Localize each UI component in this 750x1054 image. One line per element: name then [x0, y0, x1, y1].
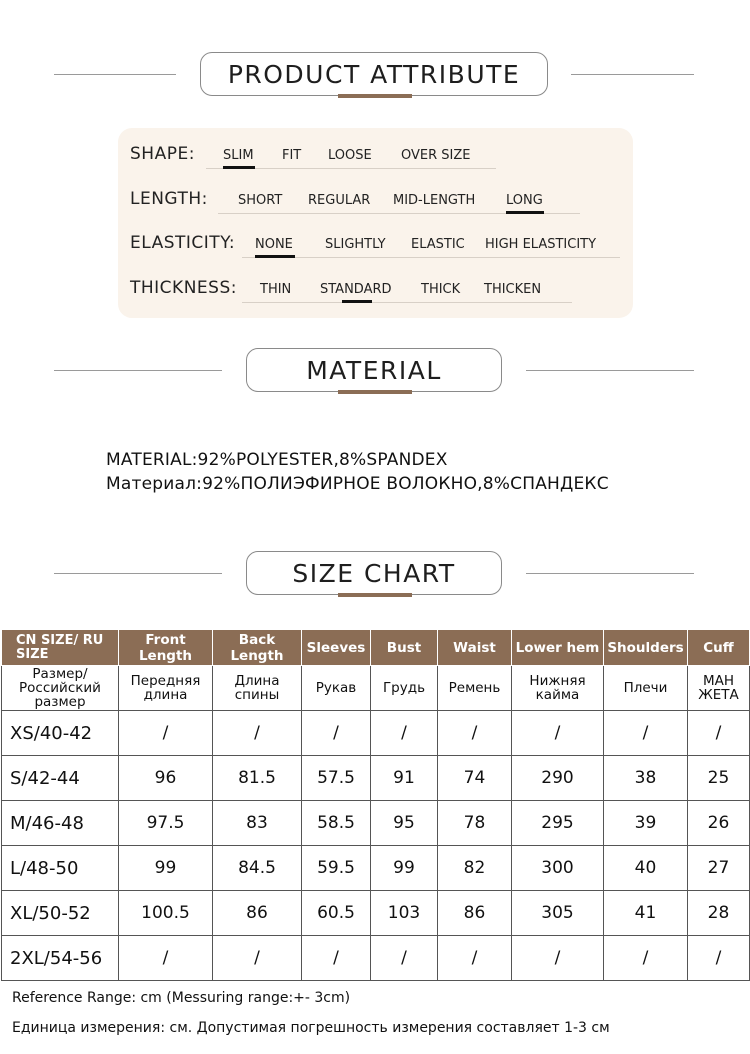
- value-cell: /: [688, 711, 750, 756]
- value-cell: 81.5: [213, 756, 302, 801]
- value-cell: 97.5: [119, 801, 213, 846]
- value-cell: 100.5: [119, 891, 213, 936]
- header-ru-cell: Размер/ Российский размер: [2, 666, 119, 711]
- selected-marker: [255, 255, 295, 258]
- table-row: [2, 801, 750, 846]
- header-ru-cell: Длина спины: [213, 666, 302, 711]
- value-cell: /: [371, 711, 438, 756]
- value-cell: 83: [213, 801, 302, 846]
- value-cell: 38: [604, 756, 688, 801]
- value-cell: 96: [119, 756, 213, 801]
- size-cell: M/46-48: [2, 801, 119, 846]
- header-cell: CN SIZE/ RU SIZE: [2, 630, 119, 666]
- attribute-option: LONG: [506, 193, 543, 208]
- attribute-option: THIN: [260, 282, 292, 297]
- header-cell: Front Length: [119, 630, 213, 666]
- value-cell: 99: [119, 846, 213, 891]
- value-cell: 25: [688, 756, 750, 801]
- footer-reference-ru: Единица измерения: см. Допустимая погрешность измерения составляет 1-3 см: [12, 1020, 610, 1036]
- header-cell: Lower hem: [512, 630, 604, 666]
- value-cell: /: [119, 711, 213, 756]
- section-title: PRODUCT ATTRIBUTE: [200, 52, 548, 96]
- header-ru-cell: Рукав: [302, 666, 371, 711]
- accent-bar: [338, 390, 412, 394]
- material-text-ru: Материал:92%ПОЛИЭФИРНОЕ ВОЛОКНО,8%СПАНДЕКС: [106, 474, 609, 494]
- value-cell: 28: [688, 891, 750, 936]
- attribute-row-thickness: [118, 278, 633, 308]
- attribute-row-elasticity: [118, 233, 633, 263]
- size-cell: XS/40-42: [2, 711, 119, 756]
- attribute-underline: [242, 257, 620, 258]
- value-cell: 103: [371, 891, 438, 936]
- divider-line: [526, 573, 694, 574]
- header-cell: Bust: [371, 630, 438, 666]
- attribute-option: THICK: [421, 282, 461, 297]
- value-cell: /: [371, 936, 438, 981]
- header-ru-cell: МАН ЖЕТА: [688, 666, 750, 711]
- value-cell: /: [604, 936, 688, 981]
- footer-reference-en: Reference Range: cm (Messuring range:+- 3cm): [12, 990, 351, 1006]
- value-cell: /: [302, 936, 371, 981]
- material-text-en: MATERIAL:92%POLYESTER,8%SPANDEX: [106, 450, 448, 470]
- attribute-option: REGULAR: [308, 193, 371, 208]
- value-cell: 86: [213, 891, 302, 936]
- value-cell: 60.5: [302, 891, 371, 936]
- value-cell: 300: [512, 846, 604, 891]
- section-title: SIZE CHART: [246, 551, 502, 595]
- attribute-option: OVER SIZE: [401, 148, 471, 163]
- accent-bar: [338, 593, 412, 597]
- header-ru-cell: Плечи: [604, 666, 688, 711]
- value-cell: 59.5: [302, 846, 371, 891]
- value-cell: 95: [371, 801, 438, 846]
- attribute-option: ELASTIC: [411, 237, 465, 252]
- value-cell: 39: [604, 801, 688, 846]
- attribute-panel: [118, 128, 633, 318]
- value-cell: /: [438, 711, 512, 756]
- attribute-option: LOOSE: [328, 148, 372, 163]
- attribute-option: MID-LENGTH: [393, 193, 476, 208]
- accent-bar: [338, 94, 412, 98]
- value-cell: /: [688, 936, 750, 981]
- value-cell: 40: [604, 846, 688, 891]
- value-cell: 26: [688, 801, 750, 846]
- header-ru-cell: Нижняя кайма: [512, 666, 604, 711]
- value-cell: /: [302, 711, 371, 756]
- attribute-row-length: [118, 189, 633, 219]
- attribute-option: THICKEN: [484, 282, 542, 297]
- value-cell: 290: [512, 756, 604, 801]
- value-cell: 57.5: [302, 756, 371, 801]
- value-cell: /: [213, 936, 302, 981]
- divider-line: [571, 74, 694, 75]
- selected-marker: [506, 211, 544, 214]
- attribute-row-shape: [118, 144, 633, 174]
- header-ru-cell: Передняя длина: [119, 666, 213, 711]
- value-cell: 91: [371, 756, 438, 801]
- table-row: [2, 711, 750, 756]
- value-cell: /: [119, 936, 213, 981]
- size-cell: XL/50-52: [2, 891, 119, 936]
- size-chart-table: [1, 629, 750, 981]
- value-cell: 74: [438, 756, 512, 801]
- section-header-material: [0, 348, 750, 394]
- header-cell: Back Length: [213, 630, 302, 666]
- divider-line: [54, 370, 222, 371]
- value-cell: /: [213, 711, 302, 756]
- attribute-label: THICKNESS:: [130, 278, 237, 298]
- attribute-option: STANDARD: [320, 282, 392, 297]
- table-row: [2, 891, 750, 936]
- value-cell: 78: [438, 801, 512, 846]
- header-cell: Sleeves: [302, 630, 371, 666]
- header-cell: Shoulders: [604, 630, 688, 666]
- selected-marker: [223, 166, 255, 169]
- value-cell: 82: [438, 846, 512, 891]
- section-header-size-chart: [0, 551, 750, 597]
- attribute-label: LENGTH:: [130, 189, 208, 209]
- value-cell: 305: [512, 891, 604, 936]
- attribute-option: NONE: [255, 237, 293, 252]
- table-row: [2, 756, 750, 801]
- value-cell: 84.5: [213, 846, 302, 891]
- header-cell: Cuff: [688, 630, 750, 666]
- section-title: MATERIAL: [246, 348, 502, 392]
- attribute-underline: [242, 302, 572, 303]
- value-cell: 41: [604, 891, 688, 936]
- divider-line: [54, 573, 222, 574]
- value-cell: 99: [371, 846, 438, 891]
- table-row: [2, 846, 750, 891]
- attribute-option: SLIGHTLY: [325, 237, 386, 252]
- divider-line: [54, 74, 176, 75]
- attribute-option: HIGH ELASTICITY: [485, 237, 597, 252]
- header-cell: Waist: [438, 630, 512, 666]
- value-cell: /: [604, 711, 688, 756]
- value-cell: /: [438, 936, 512, 981]
- divider-line: [526, 370, 694, 371]
- value-cell: 58.5: [302, 801, 371, 846]
- value-cell: 27: [688, 846, 750, 891]
- section-header-attribute: [0, 52, 750, 98]
- attribute-option: SHORT: [238, 193, 283, 208]
- value-cell: 295: [512, 801, 604, 846]
- attribute-label: ELASTICITY:: [130, 233, 236, 253]
- attribute-label: SHAPE:: [130, 144, 195, 164]
- table-row: [2, 936, 750, 981]
- value-cell: /: [512, 711, 604, 756]
- size-cell: S/42-44: [2, 756, 119, 801]
- table-header-ru-row: [2, 666, 750, 711]
- attribute-option: SLIM: [223, 148, 254, 163]
- attribute-option: FIT: [282, 148, 302, 163]
- value-cell: 86: [438, 891, 512, 936]
- table-header-row: [2, 630, 750, 666]
- value-cell: /: [512, 936, 604, 981]
- header-ru-cell: Грудь: [371, 666, 438, 711]
- size-cell: L/48-50: [2, 846, 119, 891]
- size-cell: 2XL/54-56: [2, 936, 119, 981]
- header-ru-cell: Ремень: [438, 666, 512, 711]
- selected-marker: [342, 300, 372, 303]
